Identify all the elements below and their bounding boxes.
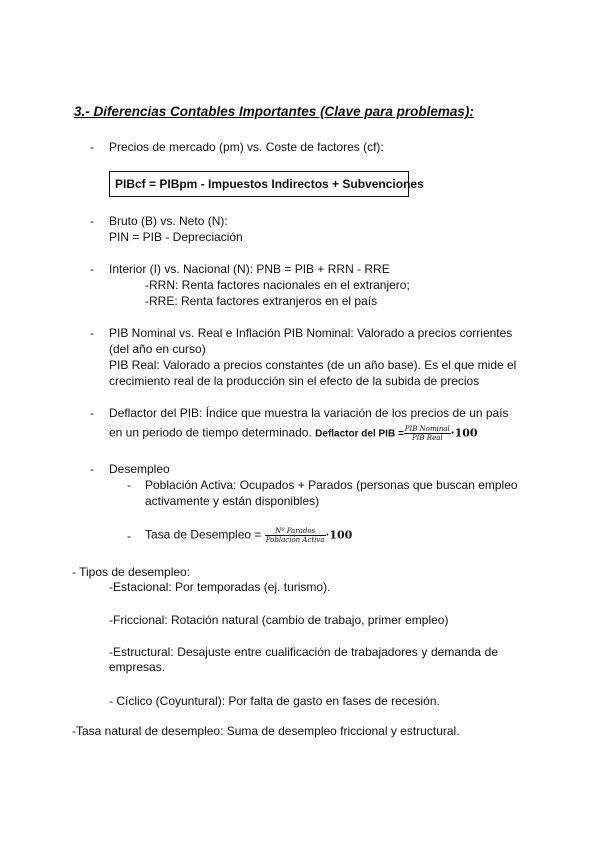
bullet-dash: -	[90, 140, 94, 154]
multiplier: ·100	[450, 426, 478, 440]
sub-bullet-dash: -	[127, 529, 131, 543]
bullet-dash: -	[90, 406, 94, 420]
fraction-denominator: Población Activa	[265, 536, 325, 544]
sub-bullet-dash: -	[127, 478, 131, 492]
item-pib-real-line1: PIB Real: Valorado a precios constantes (de un año base). Es el que mide el	[109, 358, 517, 372]
fraction-denominator: PIB Real	[411, 434, 443, 442]
item-pib-nominal-line2: (del año en curso)	[109, 342, 206, 356]
fraction-numerator: PIB Nominal	[404, 425, 450, 433]
bullet-dash: -	[90, 462, 94, 476]
item-desempleo: Desempleo	[109, 462, 170, 476]
tasa-desempleo-label: Tasa de Desempleo =	[145, 527, 262, 542]
deflactor-formula-label: Deflactor del PIB =	[315, 428, 404, 440]
bullet-dash: -	[90, 214, 94, 228]
tipos-header: - Tipos de desempleo:	[72, 565, 191, 579]
section-title: 3.- Diferencias Contables Importantes (Clave para problemas):	[74, 104, 474, 119]
poblacion-activa-line2: activamente y están disponibles)	[145, 494, 320, 508]
item-pib-nominal-line1: PIB Nominal vs. Real e Inflación PIB Nominal: Valorado a precios corrientes	[109, 326, 513, 340]
rrn-definition: -RRN: Renta factores nacionales en el extranjero;	[145, 278, 410, 292]
tasa-natural: -Tasa natural de desempleo: Suma de desempleo friccional y estructural.	[72, 724, 460, 738]
rre-definition: -RRE: Renta factores extranjeros en el país	[145, 294, 378, 308]
tasa-fraction	[265, 527, 326, 544]
item-bruto-neto: Bruto (B) vs. Neto (N):	[109, 214, 228, 228]
tipo-estacional: -Estacional: Por temporadas (ej. turismo).	[109, 580, 331, 594]
item-precios-mercado: Precios de mercado (pm) vs. Coste de factores (cf):	[109, 140, 384, 154]
bullet-dash: -	[90, 262, 94, 276]
item-interior-nacional: Interior (I) vs. Nacional (N): PNB = PIB + RRN - RRE	[109, 262, 390, 276]
item-deflactor-line2	[109, 425, 478, 442]
formula-box	[109, 171, 424, 197]
formula-pibcf: PIBcf = PIBpm - Impuestos Indirectos + Subvenciones	[115, 177, 424, 191]
item-pib-real-line2: crecimiento real de la producción sin el efecto de la subida de precios	[109, 374, 480, 388]
bullet-dash: -	[90, 326, 94, 340]
tipo-ciclico: - Cíclico (Coyuntural): Por falta de gasto en fases de recesión.	[109, 694, 440, 708]
deflactor-fraction	[404, 425, 451, 442]
poblacion-activa-line1: Población Activa: Ocupados + Parados (personas que buscan empleo	[145, 478, 518, 492]
multiplier: ·100	[325, 528, 353, 542]
item-deflactor-line1: Deflactor del PIB: Índice que muestra la variación de los precios de un país	[109, 406, 509, 420]
tipo-estructural: -Estructural: Desajuste entre cualificación de trabajadores y demanda de empresas.	[109, 645, 498, 674]
tasa-desempleo-formula	[145, 527, 352, 544]
fraction-numerator: Nº Parados	[265, 527, 326, 536]
tipo-friccional: -Friccional: Rotación natural (cambio de trabajo, primer empleo)	[109, 613, 449, 627]
formula-pin: PIN = PIB - Depreciación	[109, 230, 243, 244]
deflactor-text: en un periodo de tiempo determinado.	[109, 425, 312, 440]
